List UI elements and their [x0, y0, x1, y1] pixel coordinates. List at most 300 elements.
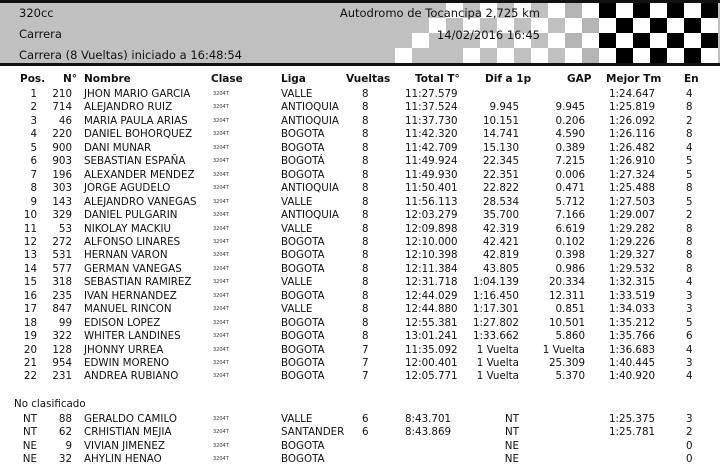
table-row	[0, 155, 720, 167]
cell-num: 531	[52, 249, 72, 262]
cell-total: 12:55.381	[405, 316, 458, 329]
cell-num: 220	[52, 128, 72, 141]
checker-square	[684, 3, 701, 18]
cell-laps: 8	[362, 141, 369, 154]
cell-pos: 22	[23, 370, 37, 383]
cell-gap: 0.006	[555, 168, 585, 181]
cell-total: 12:11.384	[405, 262, 458, 275]
cell-class: 3204T	[213, 442, 229, 449]
cell-total: 12:31.718	[405, 276, 458, 289]
checker-square	[548, 48, 565, 63]
results-header	[0, 0, 720, 66]
cell-on-lap: 8	[686, 101, 693, 114]
checker-square	[684, 18, 701, 33]
checker-square	[667, 18, 684, 33]
cell-gap: 0.471	[555, 182, 585, 195]
cell-on-lap: 8	[686, 222, 693, 235]
cell-laps: 8	[362, 289, 369, 302]
cell-num: 322	[52, 330, 72, 343]
cell-total: 13:01.241	[405, 330, 458, 343]
cell-laps: 8	[362, 88, 369, 100]
cell-num: 46	[58, 114, 72, 127]
cell-laps: 8	[362, 114, 369, 127]
cell-name: SEBASTIAN RAMIREZ	[84, 276, 192, 289]
cell-diff: 1:17.301	[472, 303, 519, 316]
checker-square	[633, 33, 650, 48]
column-headers	[0, 73, 720, 87]
cell-class: 3204T	[213, 265, 229, 272]
cell-laps: 8	[362, 195, 369, 208]
cell-league: ANTIOQUIA	[281, 182, 339, 195]
cell-num: 62	[58, 426, 72, 439]
cell-on-lap: 0	[686, 453, 693, 466]
checker-square	[412, 48, 429, 63]
cell-gap: 0.986	[555, 262, 585, 275]
cell-league: VALLE	[281, 88, 313, 100]
checker-square	[667, 48, 684, 63]
checker-square	[616, 3, 633, 18]
cell-pos: NT	[23, 426, 37, 439]
cell-diff: 1 Vuelta	[476, 370, 519, 383]
cell-diff: 1:27.802	[472, 316, 519, 329]
checker-square	[582, 48, 599, 63]
cell-on-lap: 5	[686, 168, 693, 181]
table-row	[0, 413, 720, 425]
cell-pos: NE	[22, 439, 37, 452]
cell-num: 318	[52, 276, 72, 289]
cell-gap: 5.860	[555, 330, 585, 343]
cell-best: 1:26.910	[609, 155, 656, 168]
col-diff: Dif a 1p	[485, 73, 532, 85]
cell-best: 1:29.282	[609, 222, 656, 235]
cell-laps: 8	[362, 155, 369, 168]
table-row	[0, 182, 720, 194]
cell-pos: 11	[23, 222, 37, 235]
cell-class: 3204T	[213, 456, 229, 463]
cell-league: ANTIOQUIA	[281, 114, 339, 127]
cell-num: 32	[58, 453, 72, 466]
table-row	[0, 370, 720, 382]
table-row	[0, 128, 720, 140]
cell-league: BOGOTA	[281, 128, 325, 141]
cell-class: 3204T	[213, 306, 229, 313]
cell-pos: 18	[23, 316, 37, 329]
cell-diff: 28.534	[482, 195, 519, 208]
cell-best: 1:34.033	[609, 303, 656, 316]
table-row	[0, 169, 720, 181]
checker-square	[582, 33, 599, 48]
cell-pos: NE	[22, 453, 37, 466]
col-pos: Pos.	[20, 73, 46, 85]
cell-num: 272	[52, 235, 72, 248]
cell-num: 128	[52, 343, 72, 356]
cell-laps: 8	[362, 101, 369, 114]
cell-pos: 13	[23, 249, 37, 262]
checker-square	[565, 33, 582, 48]
table-row	[0, 344, 720, 356]
table-row	[0, 209, 720, 221]
cell-laps: 8	[362, 316, 369, 329]
table-row	[0, 88, 720, 100]
cell-num: 303	[52, 182, 72, 195]
checker-square	[480, 48, 497, 63]
checker-square	[395, 18, 412, 33]
cell-pos: 20	[23, 343, 37, 356]
cell-diff: 1:04.139	[472, 276, 519, 289]
checker-square	[395, 33, 412, 48]
cell-pos: 19	[23, 330, 37, 343]
cell-diff: 1 Vuelta	[476, 357, 519, 369]
cell-laps: 7	[362, 357, 369, 369]
checker-square	[582, 3, 599, 18]
track-name: Autodromo de Tocancipa 2,725 km	[339, 6, 540, 20]
cell-gap: 1 Vuelta	[542, 343, 585, 356]
cell-best: 1:29.327	[609, 249, 656, 262]
cell-laps: 8	[362, 128, 369, 141]
cell-class: 3204T	[213, 131, 229, 138]
cell-league: VALLE	[281, 222, 313, 235]
cell-pos: 3	[30, 114, 37, 127]
col-class: Clase	[211, 73, 243, 85]
table-row	[0, 196, 720, 208]
col-total: Total T°	[415, 73, 460, 85]
cell-league: BOGOTA	[281, 439, 325, 452]
col-num: N°	[63, 73, 78, 85]
checker-square	[548, 33, 565, 48]
cell-league: BOGOTA	[281, 316, 325, 329]
cell-pos: 10	[23, 209, 37, 222]
cell-best: 1:29.007	[609, 209, 656, 222]
cell-total: 12:10.000	[405, 235, 458, 248]
cell-pos: 16	[23, 289, 37, 302]
cell-on-lap: 4	[686, 370, 693, 383]
checker-square	[650, 18, 667, 33]
cell-league: BOGOTA	[281, 249, 325, 262]
table-row	[0, 115, 720, 127]
cell-name: ALEJANDRO VANEGAS	[84, 195, 197, 208]
cell-name: HERNAN VARON	[84, 249, 168, 262]
table-row	[0, 317, 720, 329]
cell-diff: NE	[504, 439, 519, 452]
cell-name: ALEXANDER MENDEZ	[84, 168, 195, 181]
cell-total: 12:10.398	[405, 249, 458, 262]
session-label: Carrera	[19, 27, 62, 41]
checker-square	[497, 48, 514, 63]
cell-league: BOGOTA	[281, 141, 325, 154]
cell-total: 11:56.113	[405, 195, 458, 208]
col-name: Nombre	[84, 73, 131, 85]
checker-square	[633, 3, 650, 18]
cell-gap: 7.215	[555, 155, 585, 168]
cell-name: JHON MARIO GARCIA	[84, 88, 191, 100]
cell-on-lap: 8	[686, 262, 693, 275]
cell-best: 1:24.647	[609, 88, 656, 100]
cell-on-lap: 5	[686, 316, 693, 329]
checker-square	[565, 18, 582, 33]
race-datetime: 14/02/2016 16:45	[436, 28, 540, 42]
cell-gap: 9.945	[555, 101, 585, 114]
checker-square	[701, 3, 718, 18]
cell-total: 12:03.279	[405, 209, 458, 222]
cell-best: 1:25.375	[609, 413, 656, 425]
cell-total: 11:37.730	[405, 114, 458, 127]
col-on-lap: En	[684, 73, 699, 85]
cell-on-lap: 0	[686, 439, 693, 452]
cell-class: 3204T	[213, 117, 229, 124]
cell-diff: 22.351	[482, 168, 519, 181]
cell-on-lap: 4	[686, 343, 693, 356]
cell-diff: 42.819	[482, 249, 519, 262]
cell-laps: 8	[362, 182, 369, 195]
cell-total: 11:49.924	[405, 155, 458, 168]
cell-league: BOGOTÁ	[281, 155, 325, 168]
cell-name: MANUEL RINCON	[84, 303, 172, 316]
cell-total: 11:50.401	[405, 182, 458, 195]
category-label: 320cc	[19, 6, 54, 20]
cell-total: 12:09.898	[405, 222, 458, 235]
checker-square	[667, 3, 684, 18]
cell-league: BOGOTA	[281, 330, 325, 343]
cell-best: 1:35.212	[609, 316, 656, 329]
cell-name: ALFONSO LINARES	[84, 235, 181, 248]
cell-laps: 8	[362, 235, 369, 248]
cell-laps: 8	[362, 276, 369, 289]
cell-league: BOGOTA	[281, 262, 325, 275]
cell-num: 143	[52, 195, 72, 208]
cell-total: 8:43.869	[405, 426, 452, 439]
cell-laps: 8	[362, 209, 369, 222]
cell-class: 3204T	[213, 225, 229, 232]
cell-name: MARIA PAULA ARIAS	[84, 114, 188, 127]
cell-name: GERMAN VANEGAS	[84, 262, 182, 275]
cell-best: 1:25.488	[609, 182, 656, 195]
cell-gap: 12.311	[548, 289, 585, 302]
cell-total: 11:35.092	[405, 343, 458, 356]
cell-pos: 12	[23, 235, 37, 248]
checker-square	[599, 18, 616, 33]
cell-laps: 8	[362, 249, 369, 262]
cell-on-lap: 6	[686, 330, 693, 343]
cell-on-lap: 5	[686, 155, 693, 168]
cell-best: 1:36.683	[609, 343, 656, 356]
cell-laps: 7	[362, 343, 369, 356]
cell-class: 3204T	[213, 346, 229, 353]
cell-pos: 21	[23, 357, 37, 369]
cell-total: 11:42.709	[405, 141, 458, 154]
cell-diff: 22.822	[482, 182, 519, 195]
checker-square	[582, 18, 599, 33]
cell-on-lap: 2	[686, 209, 693, 222]
cell-on-lap: 4	[686, 88, 693, 100]
cell-diff: NT	[505, 426, 519, 439]
checker-square	[599, 33, 616, 48]
checker-square	[565, 48, 582, 63]
cell-diff: 1:16.450	[472, 289, 519, 302]
cell-class: 3204T	[213, 238, 229, 245]
cell-on-lap: 4	[686, 141, 693, 154]
checker-square	[633, 18, 650, 33]
cell-class: 3204T	[213, 416, 229, 422]
cell-best: 1:26.092	[609, 114, 656, 127]
col-best: Mejor Tm	[606, 73, 662, 85]
checker-square	[701, 18, 718, 33]
cell-gap: 5.370	[555, 370, 585, 383]
cell-class: 3204T	[213, 212, 229, 219]
checker-square	[650, 48, 667, 63]
cell-on-lap: 8	[686, 182, 693, 195]
cell-on-lap: 2	[686, 114, 693, 127]
checker-square	[412, 18, 429, 33]
cell-diff: 1 Vuelta	[476, 343, 519, 356]
cell-best: 1:29.532	[609, 262, 656, 275]
checker-square	[463, 48, 480, 63]
cell-diff: 1:33.662	[472, 330, 519, 343]
cell-pos: 8	[30, 182, 37, 195]
cell-class: 3204T	[213, 429, 229, 436]
cell-pos: 7	[30, 168, 37, 181]
cell-name: JHONNY URREA	[84, 343, 164, 356]
cell-pos: NT	[23, 413, 37, 425]
cell-class: 3204T	[213, 333, 229, 340]
cell-total: 12:44.880	[405, 303, 458, 316]
cell-pos: 9	[30, 195, 37, 208]
cell-name: NIKOLAY MACKIU	[84, 222, 172, 235]
cell-total: 11:49.930	[405, 168, 458, 181]
cell-diff: 14.741	[482, 128, 519, 141]
cell-on-lap: 8	[686, 249, 693, 262]
cell-on-lap: 5	[686, 195, 693, 208]
cell-name: GERALDO CAMILO	[84, 413, 177, 425]
checker-square	[565, 3, 582, 18]
checker-square	[429, 48, 446, 63]
table-row	[0, 276, 720, 288]
cell-diff: NE	[504, 453, 519, 466]
table-row	[0, 426, 720, 438]
cell-num: 235	[52, 289, 72, 302]
cell-diff: 22.345	[482, 155, 519, 168]
col-league: Liga	[281, 73, 306, 85]
cell-gap: 0.398	[555, 249, 585, 262]
checker-square	[684, 33, 701, 48]
cell-laps: 8	[362, 168, 369, 181]
cell-total: 12:00.401	[405, 357, 458, 369]
cell-name: EDISON LOPEZ	[84, 316, 161, 329]
cell-on-lap: 4	[686, 276, 693, 289]
cell-on-lap: 2	[686, 426, 693, 439]
col-laps: Vueltas	[346, 73, 391, 85]
cell-class: 3204T	[213, 185, 229, 192]
checker-square	[701, 33, 718, 48]
cell-best: 1:27.324	[609, 168, 656, 181]
table-row	[0, 357, 720, 369]
cell-name: CRHISTIAN MEJIA	[84, 426, 172, 439]
cell-league: VALLE	[281, 276, 313, 289]
cell-num: 329	[52, 209, 72, 222]
cell-total: 11:37.524	[405, 101, 458, 114]
cell-laps: 6	[362, 426, 369, 439]
cell-pos: 6	[30, 155, 37, 168]
cell-best: 1:33.519	[609, 289, 656, 302]
cell-num: 53	[58, 222, 72, 235]
table-row	[0, 236, 720, 248]
cell-laps: 8	[362, 303, 369, 316]
cell-num: 954	[52, 357, 72, 369]
cell-best: 1:35.766	[609, 330, 656, 343]
cell-name: WHITER LANDINES	[84, 330, 181, 343]
cell-league: VALLE	[281, 413, 313, 425]
cell-league: BOGOTA	[281, 357, 325, 369]
checker-square	[616, 18, 633, 33]
cell-name: AHYLIN HENAO	[84, 453, 162, 466]
cell-gap: 5.712	[555, 195, 585, 208]
cell-pos: 17	[23, 303, 37, 316]
cell-laps: 8	[362, 330, 369, 343]
checker-square	[650, 3, 667, 18]
not-classified-label: No clasificado	[14, 398, 86, 410]
cell-league: ANTIOQUIA	[281, 209, 339, 222]
table-row	[0, 290, 720, 302]
cell-best: 1:40.445	[609, 357, 656, 369]
cell-gap: 4.590	[555, 128, 585, 141]
checker-square	[650, 33, 667, 48]
cell-best: 1:29.226	[609, 235, 656, 248]
cell-laps: 7	[362, 370, 369, 383]
table-row	[0, 142, 720, 154]
cell-league: VALLE	[281, 303, 313, 316]
cell-num: 714	[52, 101, 72, 114]
cell-class: 3204T	[213, 292, 229, 299]
cell-num: 903	[52, 155, 72, 168]
cell-name: DANI MUNAR	[84, 141, 152, 154]
cell-num: 99	[58, 316, 72, 329]
cell-num: 9	[65, 439, 72, 452]
cell-class: 3204T	[213, 91, 229, 97]
cell-gap: 0.206	[555, 114, 585, 127]
cell-on-lap: 8	[686, 235, 693, 248]
cell-class: 3204T	[213, 279, 229, 286]
cell-class: 3204T	[213, 158, 229, 165]
cell-gap: 0.102	[555, 235, 585, 248]
checker-square	[599, 48, 616, 63]
cell-total: 11:42.320	[405, 128, 458, 141]
table-row	[0, 263, 720, 275]
cell-laps: 8	[362, 222, 369, 235]
cell-on-lap: 3	[686, 357, 693, 369]
table-row	[0, 330, 720, 342]
cell-diff: NT	[505, 413, 519, 425]
cell-best: 1:40.920	[609, 370, 656, 383]
cell-best: 1:26.482	[609, 141, 656, 154]
cell-best: 1:27.503	[609, 195, 656, 208]
cell-gap: 6.619	[555, 222, 585, 235]
checker-square	[616, 48, 633, 63]
cell-diff: 35.700	[482, 209, 519, 222]
race-info: Carrera (8 Vueltas) iniciado a 16:48:54	[19, 48, 242, 62]
checker-square	[701, 48, 718, 63]
checker-square	[548, 18, 565, 33]
cell-league: BOGOTA	[281, 289, 325, 302]
cell-best: 1:32.315	[609, 276, 656, 289]
cell-name: EDWIN MORENO	[84, 357, 170, 369]
cell-total: 11:27.579	[405, 88, 458, 100]
table-row	[0, 453, 720, 465]
checker-square	[633, 48, 650, 63]
cell-league: VALLE	[281, 195, 313, 208]
cell-class: 3204T	[213, 319, 229, 326]
cell-name: DANIEL PULGARIN	[84, 209, 178, 222]
checker-square	[684, 48, 701, 63]
cell-league: BOGOTA	[281, 168, 325, 181]
